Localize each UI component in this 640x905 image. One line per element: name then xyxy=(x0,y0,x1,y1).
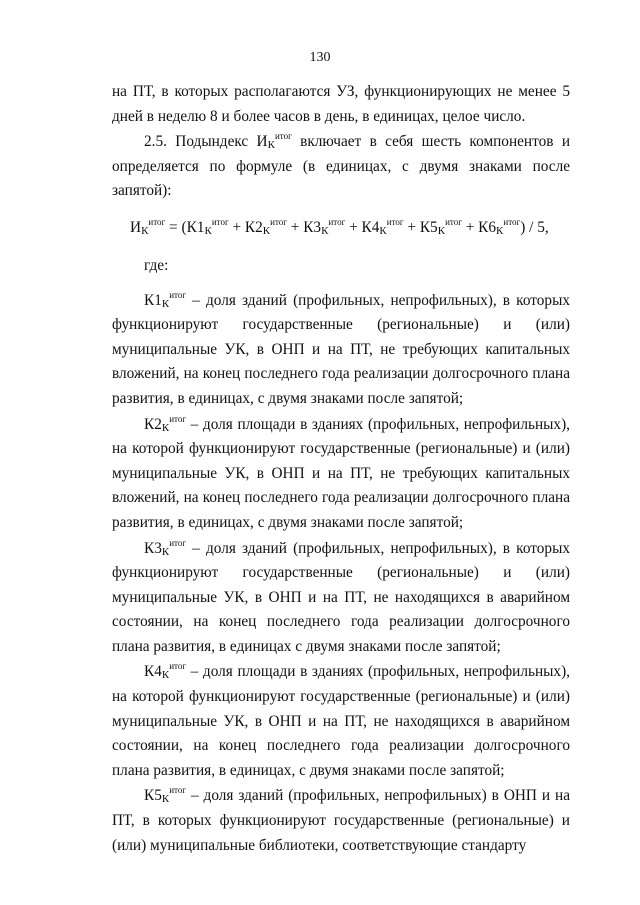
paragraph-2-5: 2.5. Подындекс $И_К^{итог}$ включает в себя шесть компонентов и определяется по формуле (в единицах, с двумя знаками после запятой): xyxy=(112,131,571,200)
where-label: где: xyxy=(144,256,169,274)
definition-k4: $К4_К^{итог}$ – доля площади в зданиях (профильных, непрофильных), на которой функционируют государственные (региональные) и (или) муниципальные УК, в ОНП и на ПТ, не находящихся в аварийном состоянии, на конец последнего года реализации долгосрочного плана развития, в единицах, с двумя знаками после запятой; xyxy=(112,661,570,779)
definition-k3: $К3_К^{итог}$ – доля зданий (профильных, непрофильных), в которых функционируют государственные (региональные) и (или) муниципальные УК, в ОНП и на ПТ, не находящихся в аварийном состоянии, на конец последнего года реализации долгосрочного плана развития, в единицах с двумя знаками после запятой; xyxy=(112,537,570,655)
definition-k5: $К5_К^{итог}$ – доля зданий (профильных, непрофильных) в ОНП и на ПТ, в которых функционируют государственные (региональные) и (или) муниципальные библиотеки, соответствующие стандарту xyxy=(112,785,570,854)
page-number: 130 xyxy=(309,50,331,65)
formula: $И_К^{итог} = (К1_К^{итог} + К2_К^{итог} + К3_К^{итог} + К4_К^{итог} + К5_К^{итог} + К6_К^{итог}) / 5$, xyxy=(130,216,549,237)
definition-k1: $К1_К^{итог}$ – доля зданий (профильных, непрофильных), в которых функционируют государственные (региональные) и (или) муниципальные УК, в ОНП и на ПТ, не требующих капитальных вложений, на конец последнего года реализации долгосрочного плана развития, в единицах, с двумя знаками после запятой; xyxy=(112,289,570,407)
paragraph-intro: на ПТ, в которых располагаются УЗ, функционирующих не менее 5 дней в неделю 8 и более часов в день, в единицах, целое число. xyxy=(112,83,570,125)
definition-k2: $К2_К^{итог}$ – доля площади в зданиях (профильных, непрофильных), на которой функционируют государственные (региональные) и (или) муниципальные УК, в ОНП и на ПТ, не требующих капитальных вложений, на конец последнего года реализации долгосрочного плана развития, в единицах, с двумя знаками после запятой; xyxy=(112,413,570,531)
document-body xyxy=(112,80,570,858)
